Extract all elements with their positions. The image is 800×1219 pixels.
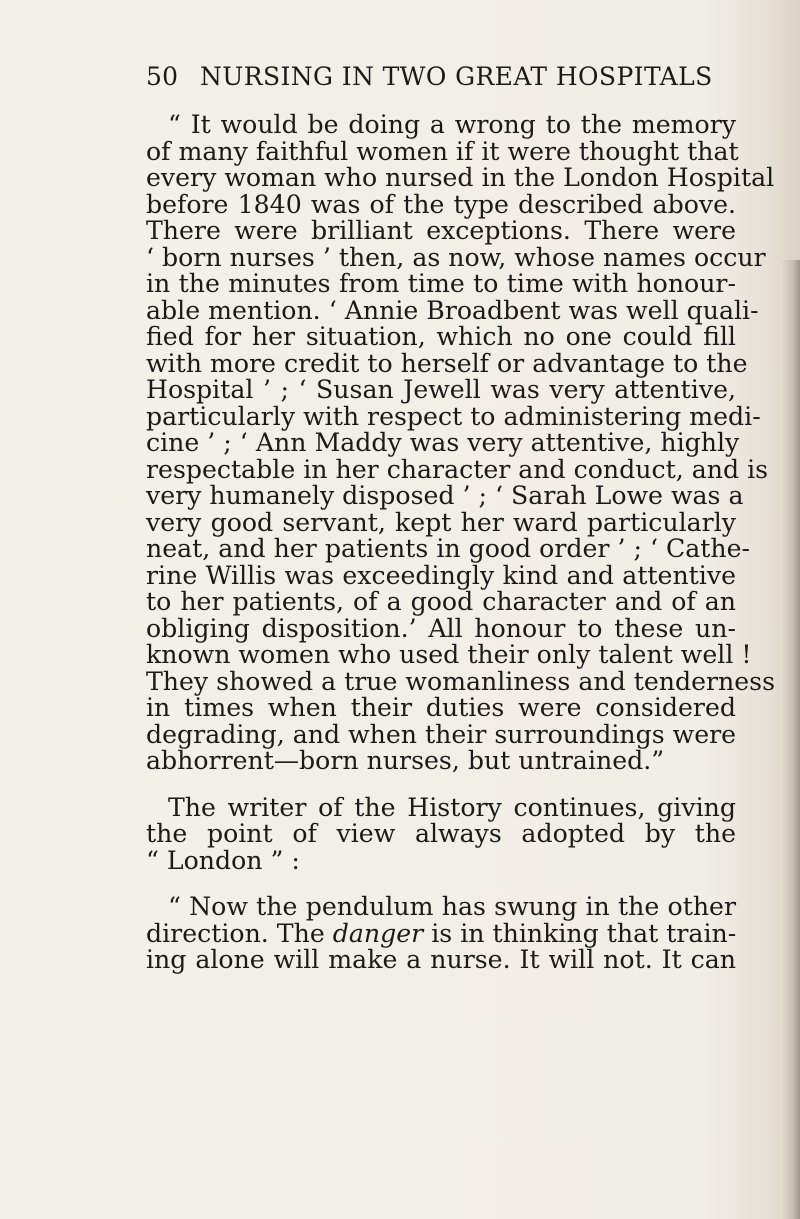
emphasized-word: danger bbox=[332, 918, 424, 948]
text-line: degrading, and when their surroundings were bbox=[146, 719, 737, 749]
text-run: direction. The bbox=[146, 918, 325, 948]
text-run: is in thinking that train- bbox=[431, 918, 737, 948]
page-edge-shadow bbox=[782, 260, 800, 1219]
text-line: fied for her situation, which no one could fill bbox=[146, 322, 736, 351]
text-line: able mention. ‘ Annie Broadbent was well quali- bbox=[146, 295, 759, 325]
text-line: abhorrent—born nurses, but untrained.” bbox=[146, 746, 665, 775]
text-line: “ London ” : bbox=[146, 845, 300, 875]
text-line: They showed a true womanliness and tenderness bbox=[146, 666, 775, 696]
text-line: ‘ born nurses ’ then, as now, whose names occur bbox=[146, 242, 766, 272]
body-text bbox=[146, 110, 775, 974]
page-number: 50 bbox=[146, 62, 179, 91]
text-line: ing alone will make a nurse. It will not. It can bbox=[146, 945, 736, 974]
text-line: particularly with respect to administering medi- bbox=[146, 401, 761, 431]
text-line: to her patients, of a good character and of an bbox=[146, 587, 736, 616]
text-line: in the minutes from time to time with honour- bbox=[146, 269, 736, 298]
text-line: known women who used their only talent well ! bbox=[146, 640, 752, 669]
text-line: very good servant, kept her ward particularly bbox=[146, 507, 736, 537]
text-line: rine Willis was exceedingly kind and attentive bbox=[146, 560, 736, 590]
running-head bbox=[146, 62, 736, 98]
text-line: “ It would be doing a wrong to the memory bbox=[168, 110, 736, 139]
text-line: in times when their duties were considered bbox=[146, 693, 736, 722]
text-line: every woman who nursed in the London Hospital bbox=[146, 163, 775, 192]
paragraph-gap bbox=[146, 775, 736, 795]
paragraph-gap bbox=[146, 874, 736, 894]
running-title: NURSING IN TWO GREAT HOSPITALS bbox=[200, 62, 713, 91]
text-line: neat, and her patients in good order ’ ; ‘ Cathe- bbox=[146, 534, 751, 563]
text-line: very humanely disposed ’ ; ‘ Sarah Lowe was a bbox=[146, 481, 744, 510]
text-line: There were brilliant exceptions. There were bbox=[146, 216, 736, 245]
text-line: The writer of the History continues, giving bbox=[168, 792, 736, 822]
paragraph-3 bbox=[146, 894, 736, 974]
text-line-with-emphasis bbox=[146, 918, 737, 948]
text-line: Hospital ’ ; ‘ Susan Jewell was very attentive, bbox=[146, 375, 736, 404]
text-line: before 1840 was of the type described above. bbox=[146, 189, 736, 219]
paragraph-1 bbox=[146, 110, 775, 775]
text-line: respectable in her character and conduct, and is bbox=[146, 454, 769, 484]
text-line: cine ’ ; ‘ Ann Maddy was very attentive, highly bbox=[146, 428, 740, 457]
text-line: “ Now the pendulum has swung in the other bbox=[168, 892, 736, 921]
text-line: obliging disposition.’ All honour to these un- bbox=[146, 613, 736, 643]
text-line: with more credit to herself or advantage to the bbox=[146, 348, 748, 378]
text-line: the point of view always adopted by the bbox=[146, 819, 736, 848]
paragraph-2 bbox=[146, 792, 736, 875]
text-line: of many faithful women if it were thought that bbox=[146, 136, 739, 166]
